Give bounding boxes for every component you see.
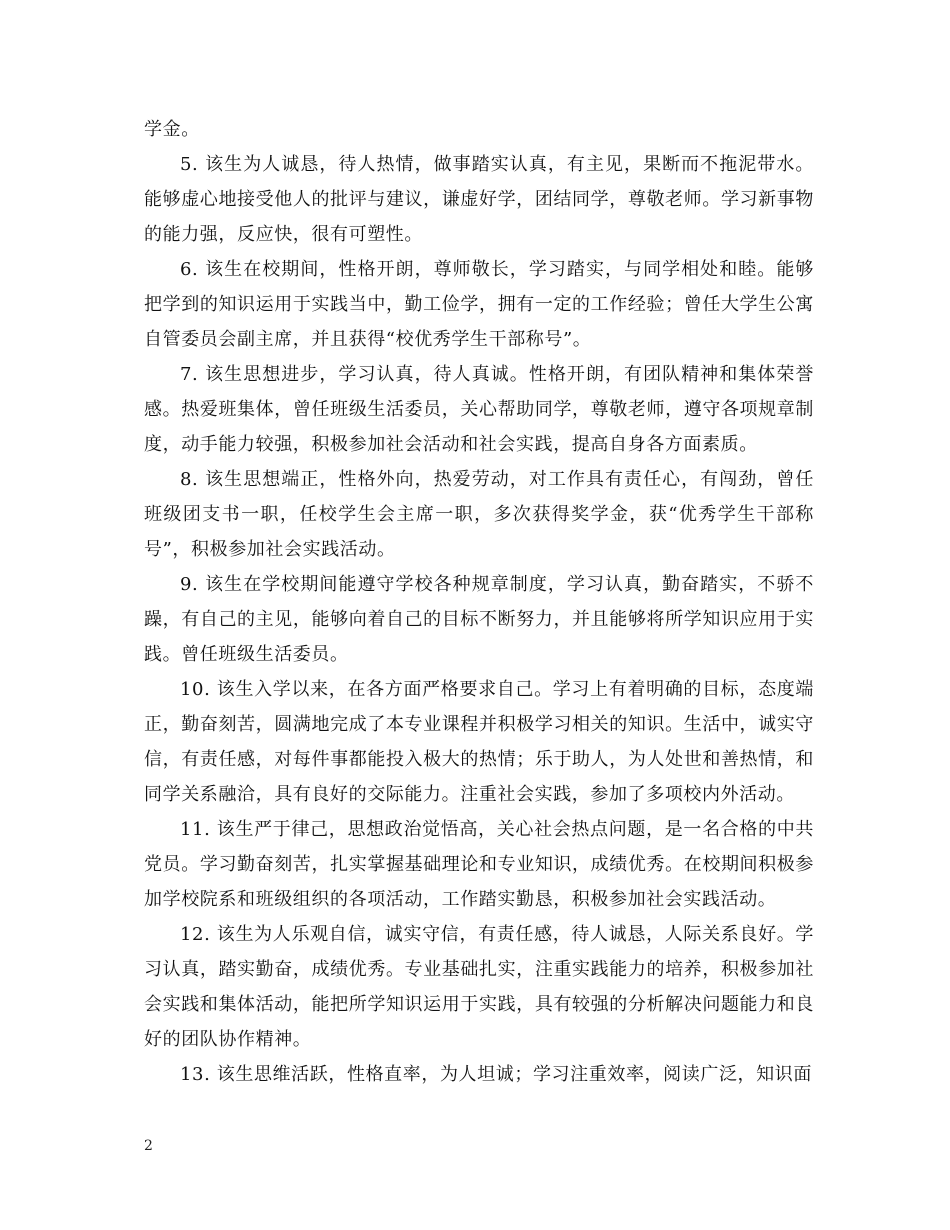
page-number: 2 <box>144 1138 153 1154</box>
paragraph-item-12: 12. 该生为人乐观自信，诚实守信，有责任感，待人诚恳，人际关系良好。学习认真，踏实勤奋，成绩优秀。专业基础扎实，注重实践能力的培养，积极参加社会实践和集体活动，能把所学知识运用于实践，具有较强的分析解决问题能力和良好的团队协作精神。 <box>144 924 814 1050</box>
paragraph-continuation: 学金。 <box>144 119 200 140</box>
paragraph-item-11: 11. 该生严于律己，思想政治觉悟高，关心社会热点问题，是一名合格的中共党员。学习勤奋刻苦，扎实掌握基础理论和专业知识，成绩优秀。在校期间积极参加学校院系和班级组织的各项活动，工作踏实勤恳，积极参加社会实践活动。 <box>144 819 814 910</box>
paragraph-item-6: 6. 该生在校期间，性格开朗，尊师敬长，学习踏实，与同学相处和睦。能够把学到的知识运用于实践当中，勤工俭学，拥有一定的工作经验；曾任大学生公寓自管委员会副主席，并且获得“校优秀学生干部称号”。 <box>144 259 814 350</box>
paragraph-item-10: 10. 该生入学以来，在各方面严格要求自己。学习上有着明确的目标，态度端正，勤奋刻苦，圆满地完成了本专业课程并积极学习相关的知识。生活中，诚实守信，有责任感，对每件事都能投入极大的热情；乐于助人，为人处世和善热情，和同学关系融洽，具有良好的交际能力。注重社会实践，参加了多项校内外活动。 <box>144 679 814 805</box>
paragraph-item-9: 9. 该生在学校期间能遵守学校各种规章制度，学习认真，勤奋踏实，不骄不躁，有自己的主见，能够向着自己的目标不断努力，并且能够将所学知识应用于实践。曾任班级生活委员。 <box>144 574 814 665</box>
paragraph-item-13: 13. 该生思维活跃，性格直率，为人坦诚；学习注重效率，阅读广泛，知识面 <box>180 1064 812 1085</box>
document-body <box>144 112 814 1092</box>
paragraph-item-7: 7. 该生思想进步，学习认真，待人真诚。性格开朗，有团队精神和集体荣誉感。热爱班集体，曾任班级生活委员，关心帮助同学，尊敬老师，遵守各项规章制度，动手能力较强，积极参加社会活动和社会实践，提高自身各方面素质。 <box>144 364 814 455</box>
paragraph-item-8: 8. 该生思想端正，性格外向，热爱劳动，对工作具有责任心，有闯劲，曾任班级团支书一职，任校学生会主席一职，多次获得奖学金，获“优秀学生干部称号”，积极参加社会实践活动。 <box>144 469 814 560</box>
paragraph-item-5: 5. 该生为人诚恳，待人热情，做事踏实认真，有主见，果断而不拖泥带水。能够虚心地接受他人的批评与建议，谦虚好学，团结同学，尊敬老师。学习新事物的能力强，反应快，很有可塑性。 <box>144 154 814 245</box>
